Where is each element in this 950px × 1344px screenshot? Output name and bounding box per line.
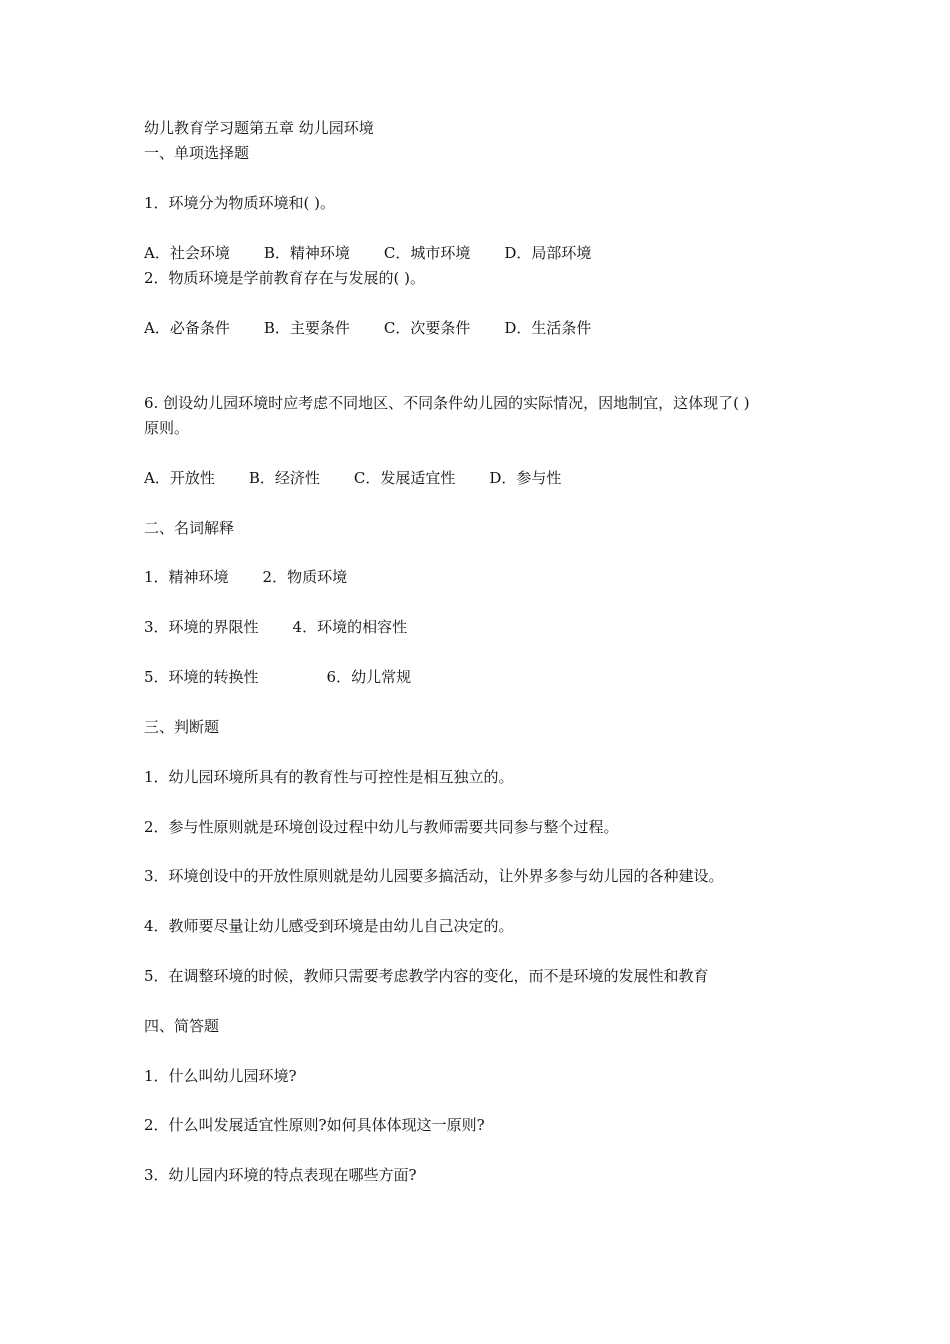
term-item: 5．环境的转换性: [144, 668, 259, 686]
mc-question-6-options: [144, 468, 561, 488]
mc-option: A．社会环境: [144, 244, 230, 262]
mc-question-6-stem-line1: 6. 创设幼儿园环境时应考虑不同地区、不同条件幼儿园的实际情况，因地制宜，这体现了( ): [144, 394, 750, 412]
judge-item-1: 1．幼儿园环境所具有的教育性与可控性是相互独立的。: [144, 768, 514, 786]
terms-row-1: [144, 567, 381, 587]
mc-option: C．城市环境: [383, 244, 471, 262]
judge-item-5: 5．在调整环境的时候，教师只需要考虑教学内容的变化，而不是环境的发展性和教育: [144, 967, 709, 985]
mc-question-2-stem: 2．物质环境是学前教育存在与发展的( )。: [144, 269, 426, 287]
term-item: 6．幼儿常规: [326, 668, 412, 686]
judge-item-2: 2．参与性原则就是环境创设过程中幼儿与教师需要共同参与整个过程。: [144, 818, 619, 836]
section-heading-short-answer: 四、简答题: [144, 1017, 220, 1035]
section-heading-terms: 二、名词解释: [144, 519, 235, 537]
term-item: 4．环境的相容性: [292, 618, 408, 636]
mc-option: C．发展适宜性: [353, 469, 456, 487]
term-item: 2．物质环境: [262, 568, 348, 586]
short-answer-1: 1．什么叫幼儿园环境?: [144, 1067, 297, 1085]
short-answer-2: 2．什么叫发展适宜性原则?如何具体体现这一原则?: [144, 1116, 485, 1134]
term-item: 3．环境的界限性: [144, 618, 259, 636]
terms-row-2: [144, 617, 441, 637]
judge-item-4: 4．教师要尽量让幼儿感受到环境是由幼儿自己决定的。: [144, 917, 514, 935]
short-answer-3: 3．幼儿园内环境的特点表现在哪些方面?: [144, 1166, 417, 1184]
mc-option: A．必备条件: [144, 319, 230, 337]
mc-option: D．生活条件: [504, 319, 592, 337]
mc-option: D．局部环境: [504, 244, 592, 262]
section-heading-single-choice: 一、单项选择题: [144, 144, 250, 162]
mc-question-1-stem: 1．环境分为物质环境和( )。: [144, 194, 336, 212]
mc-option: C．次要条件: [383, 319, 471, 337]
mc-question-2-options: [144, 318, 591, 338]
mc-question-1-options: [144, 243, 591, 263]
section-heading-true-false: 三、判断题: [144, 718, 220, 736]
mc-option: D．参与性: [489, 469, 562, 487]
mc-option: B．主要条件: [263, 319, 350, 337]
term-item: 1．精神环境: [144, 568, 229, 586]
mc-question-6-stem-line2: 原则。: [144, 419, 190, 437]
judge-item-3: 3．环境创设中的开放性原则就是幼儿园要多搞活动，让外界多参与幼儿园的各种建设。: [144, 867, 724, 885]
mc-option: B．经济性: [248, 469, 320, 487]
mc-option: A．开放性: [144, 469, 215, 487]
mc-option: B．精神环境: [263, 244, 350, 262]
document-title: 幼儿教育学习题第五章 幼儿园环境: [144, 119, 374, 137]
terms-row-3: [144, 667, 445, 687]
